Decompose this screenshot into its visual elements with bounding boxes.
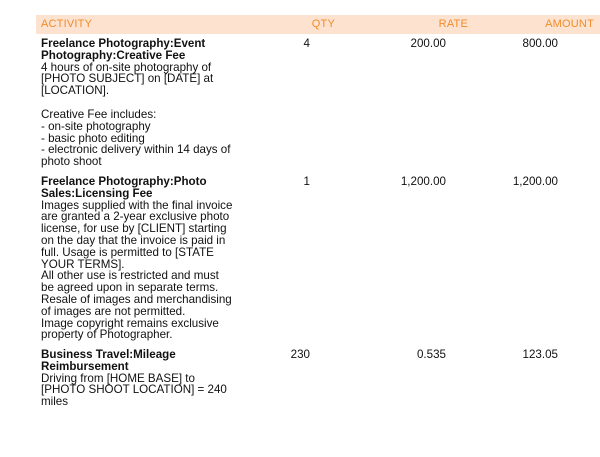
table-header: [36, 15, 600, 34]
description-line: miles: [41, 395, 69, 409]
description-line: - electronic delivery within 14 days of: [41, 143, 231, 157]
item-title-line: Sales:Licensing Fee: [41, 186, 153, 200]
header-activity: ACTIVITY: [41, 18, 93, 30]
description-line: All other use is restricted and must: [41, 269, 219, 283]
description-line: Driving from [HOME BASE] to: [41, 371, 195, 385]
amount-value: 1,200.00: [512, 175, 558, 188]
description-line: are granted a 2-year exclusive photo: [41, 210, 230, 224]
item-description: [41, 373, 246, 408]
item-title: [41, 38, 246, 62]
description-line: [PHOTO SUBJECT] on [DATE] at: [41, 72, 214, 86]
description-line: full. Usage is permitted to [STATE: [41, 245, 214, 259]
description-line: YOUR TERMS].: [41, 257, 125, 271]
rate-value: 200.00: [410, 37, 446, 50]
rate-value: 0.535: [416, 348, 446, 361]
item-title: [41, 176, 246, 200]
item-title-line: Freelance Photography:Event: [41, 37, 206, 50]
description-line: [LOCATION].: [41, 84, 110, 98]
qty-value: 4: [303, 37, 310, 50]
item-description: [41, 62, 246, 168]
item-title-line: Freelance Photography:Photo: [41, 175, 207, 188]
amount-value: 123.05: [522, 348, 558, 361]
item-description: [41, 200, 246, 342]
rate-value: 1,200.00: [400, 175, 446, 188]
description-line: 4 hours of on-site photography of: [41, 60, 212, 74]
description-line: Creative Fee includes:: [41, 107, 157, 121]
description-line: Images supplied with the final invoice: [41, 198, 233, 212]
item-title-line: Photography:Creative Fee: [41, 48, 186, 62]
description-line: license, for use by [CLIENT] starting: [41, 222, 227, 236]
activity-cell: [41, 176, 246, 341]
header-qty: QTY: [311, 18, 335, 30]
description-line: be agreed upon in separate terms.: [41, 281, 219, 295]
item-title-line: Reimbursement: [41, 359, 129, 373]
qty-value: 230: [290, 348, 310, 361]
description-line: - on-site photography: [41, 119, 151, 133]
description-line: Resale of images and merchandising: [41, 292, 232, 306]
description-line: property of Photographer.: [41, 328, 173, 342]
description-line: of images are not permitted.: [41, 304, 186, 318]
activity-cell: [41, 349, 246, 408]
qty-value: 1: [303, 175, 310, 188]
description-line: on the day that the invoice is paid in: [41, 233, 226, 247]
description-line: - basic photo editing: [41, 131, 145, 145]
header-amount: AMOUNT: [545, 18, 594, 30]
activity-cell: [41, 38, 246, 168]
description-line: photo shoot: [41, 155, 102, 169]
description-line: [PHOTO SHOOT LOCATION] = 240: [41, 383, 227, 397]
item-title: [41, 349, 246, 373]
header-rate: RATE: [438, 18, 468, 30]
amount-value: 800.00: [522, 37, 558, 50]
item-title-line: Business Travel:Mileage: [41, 348, 176, 361]
description-line: Image copyright remains exclusive: [41, 316, 219, 330]
